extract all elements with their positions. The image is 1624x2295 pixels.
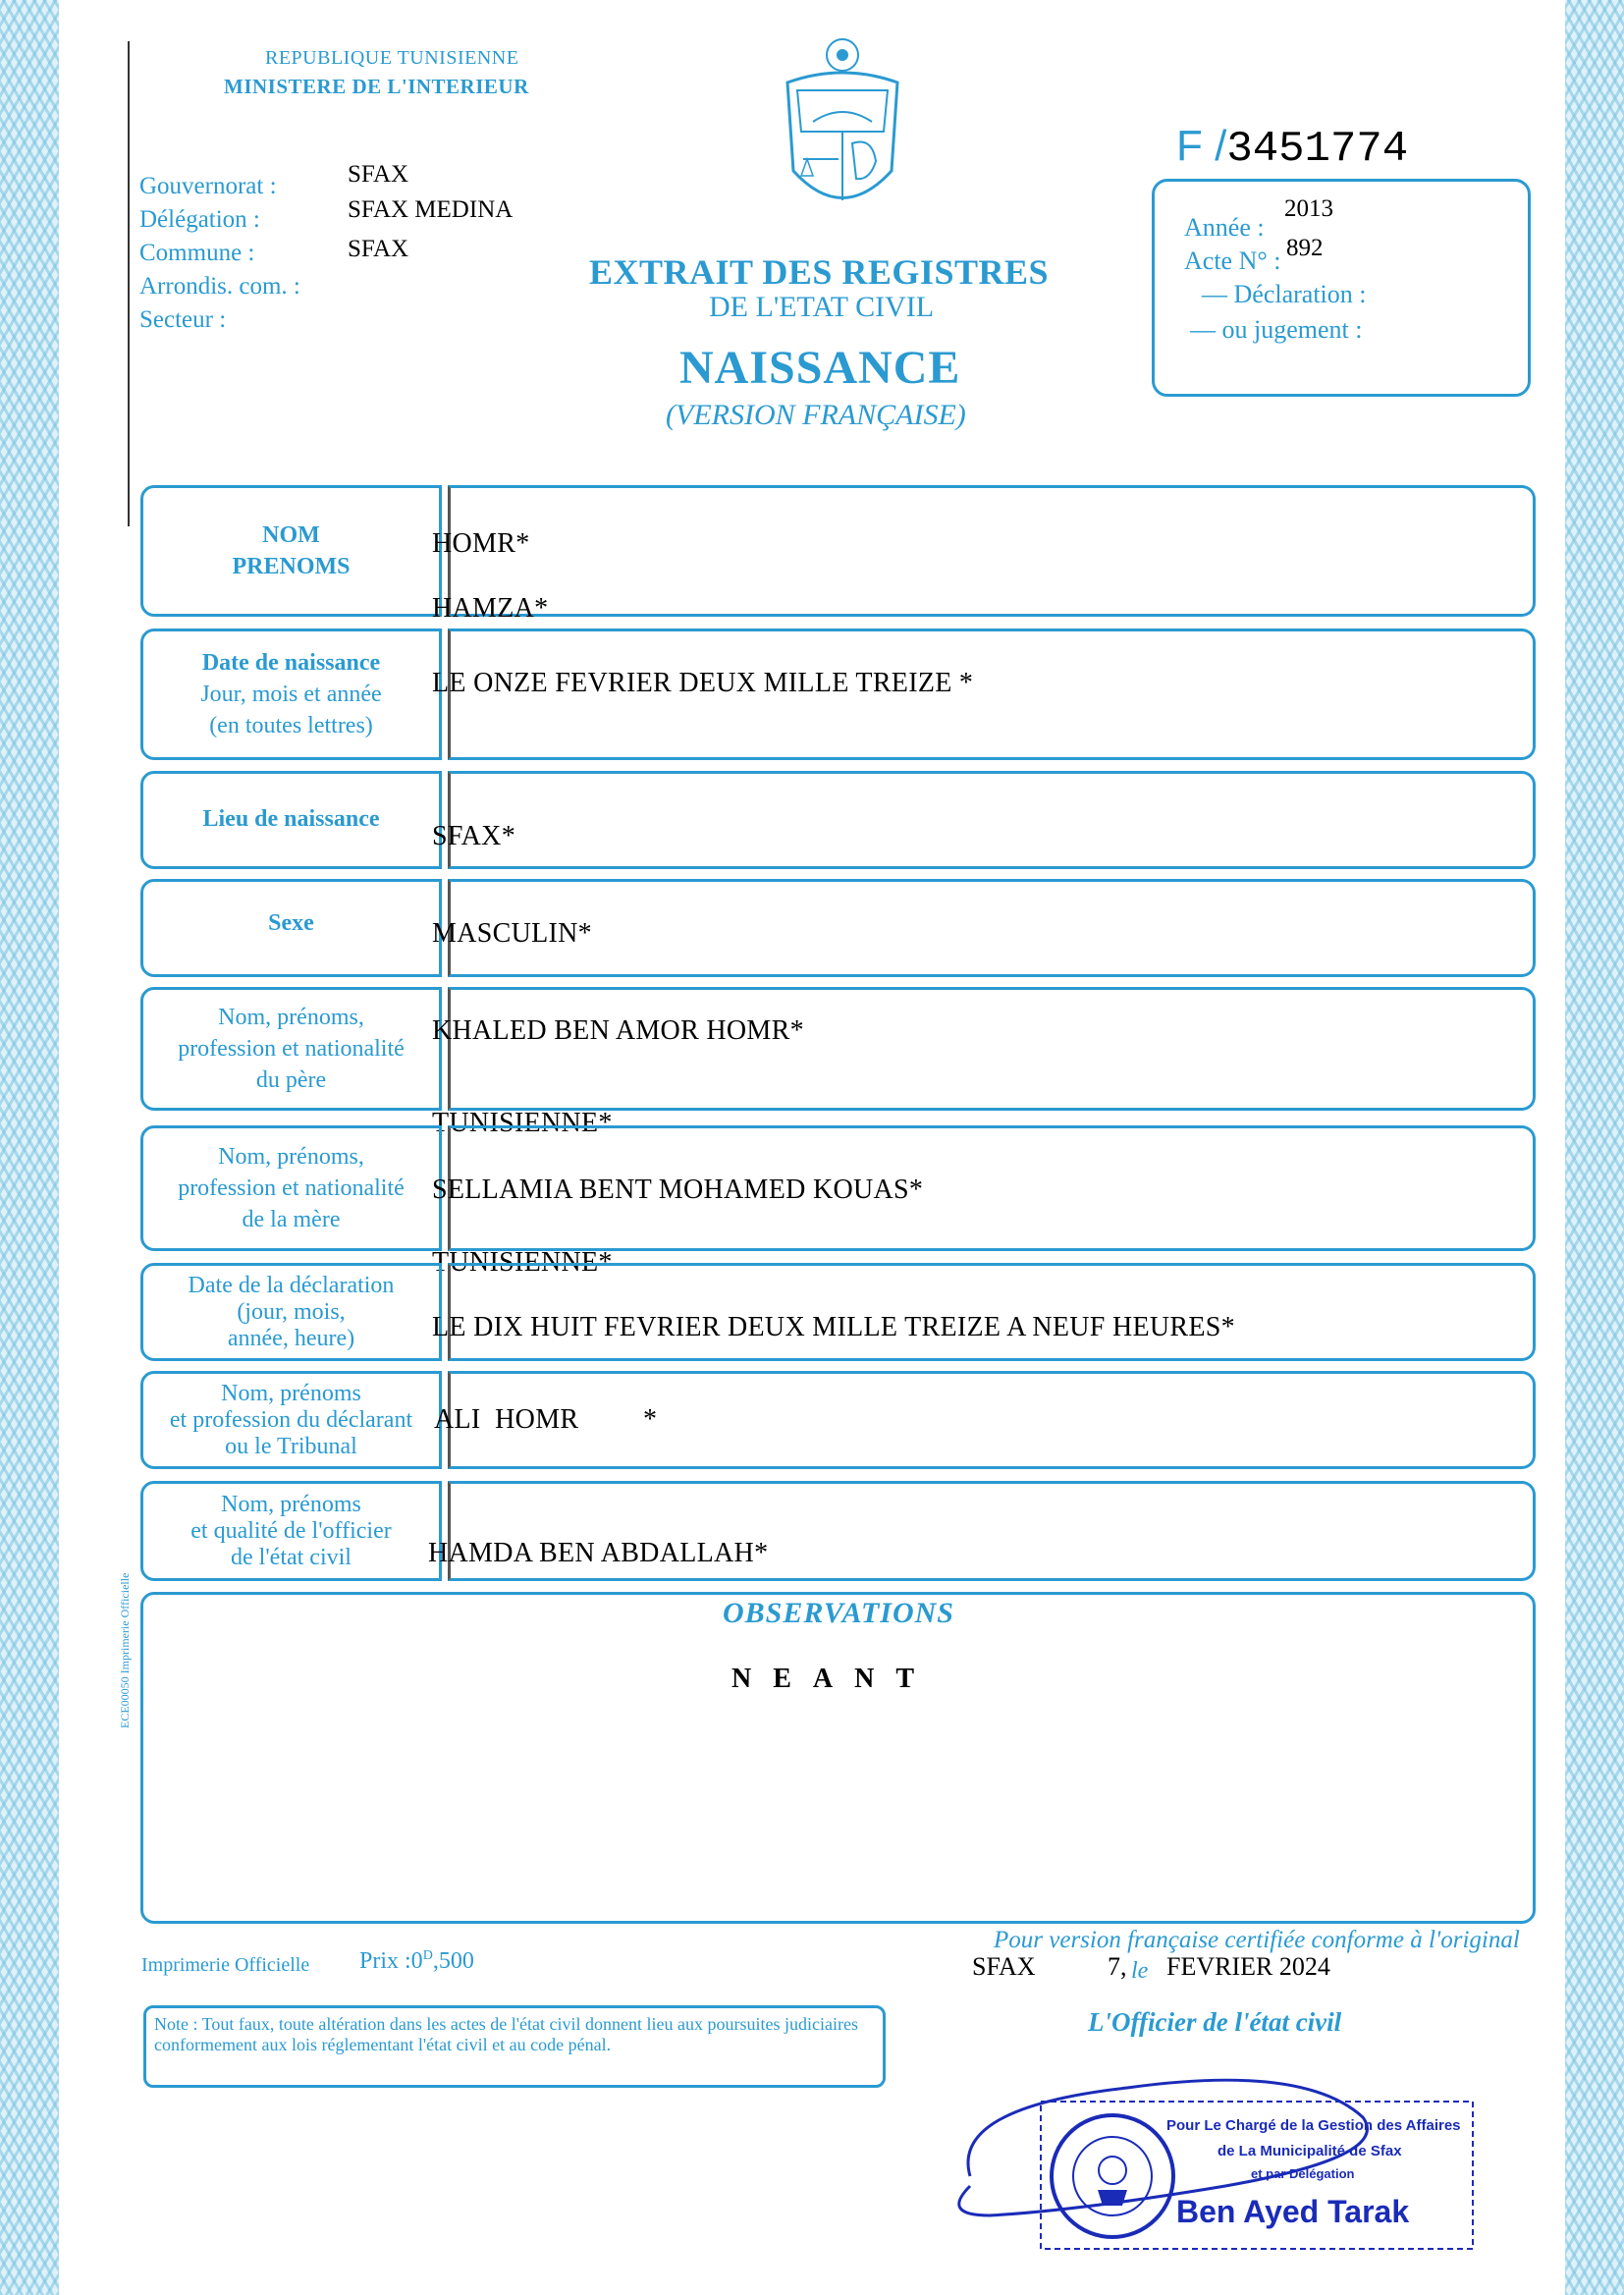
pere-label: [140, 987, 442, 1111]
stamp-line2: de La Municipalité de Sfax: [1218, 2143, 1402, 2159]
mere-label-line1: Nom, prénoms,: [218, 1144, 364, 1170]
mere-label-line2: profession et nationalité: [178, 1175, 405, 1201]
mere-label: [140, 1125, 442, 1251]
stamp-name: Ben Ayed Tarak: [1176, 2194, 1410, 2229]
certification-text: Pour version française certifiée conforme à l'original: [994, 1927, 1520, 1953]
document-subtitle: DE L'ETAT CIVIL: [709, 291, 935, 323]
mere-label-line3: de la mère: [242, 1207, 341, 1232]
pere-field: [448, 987, 1536, 1111]
pere-label-line3: du père: [255, 1067, 327, 1093]
declaration-label-line3: année, heure): [227, 1325, 355, 1351]
sexe-title: Sexe: [268, 910, 314, 936]
serial-digits: 3451774: [1226, 125, 1409, 174]
left-security-border: [0, 0, 59, 2295]
delegation-value: SFAX MEDINA: [348, 196, 514, 223]
sexe-label: [140, 879, 442, 977]
officier-value: HAMDA BEN ABDALLAH*: [428, 1538, 769, 1568]
stamp-line1: Pour Le Chargé de la Gestion des Affaires: [1166, 2117, 1461, 2134]
date-naissance-value: LE ONZE FEVRIER DEUX MILLE TREIZE *: [432, 668, 974, 698]
annee-label: Année :: [1184, 213, 1265, 242]
legal-note: Note : Tout faux, toute altération dans les actes de l'état civil donnent lieu aux poursuites judiciaires conformement aux lois réglementant l'état civil et au code pénal.: [143, 2005, 886, 2088]
officier-label-line3: de l'état civil: [231, 1544, 352, 1570]
act-info-box: [1152, 179, 1531, 397]
declaration-date-value: LE DIX HUIT FEVRIER DEUX MILLE TREIZE A NEUF HEURES*: [432, 1312, 1235, 1342]
declaration-date-label: [140, 1263, 442, 1361]
price-value: ,500: [432, 1948, 474, 1974]
document-type: NAISSANCE: [679, 342, 961, 394]
annee-value: 2013: [1284, 195, 1333, 222]
date-naissance-hint1: Jour, mois et année: [200, 682, 382, 707]
price: [359, 1948, 474, 1975]
officier-label-line2: et qualité de l'officier: [190, 1517, 392, 1544]
sexe-field: [448, 879, 1536, 977]
imprimerie-label: Imprimerie Officielle: [141, 1954, 310, 1976]
officier-label-line1: Nom, prénoms: [221, 1491, 361, 1517]
document-title: EXTRAIT DES REGISTRES: [589, 252, 1050, 292]
declarant-label-line1: Nom, prénoms: [221, 1380, 361, 1406]
nom-label: NOM: [262, 522, 320, 548]
acte-value: 892: [1286, 235, 1324, 261]
issue-month-year: FEVRIER 2024: [1166, 1952, 1330, 1981]
serial-number: [1176, 122, 1408, 174]
lieu-naissance-field: [448, 771, 1536, 869]
lieu-naissance-label: [140, 771, 442, 869]
stamp-line3: et par Délégation: [1251, 2166, 1355, 2181]
prenoms-label: PRENOMS: [232, 554, 351, 579]
document-version: (VERSION FRANÇAISE): [666, 399, 966, 431]
price-currency: D: [422, 1948, 433, 1963]
jugement-label: — ou jugement :: [1190, 315, 1363, 344]
header-vertical-rule: [128, 41, 130, 526]
issue-day: 7,: [1108, 1952, 1127, 1981]
price-label: Prix :0: [359, 1948, 423, 1974]
sexe-value: MASCULIN*: [432, 918, 592, 949]
date-naissance-label: [140, 628, 442, 760]
observations-box: [140, 1592, 1536, 1924]
right-security-border: [1565, 0, 1624, 2295]
gouvernorat-label: Gouvernorat :: [139, 173, 277, 199]
lieu-naissance-title: Lieu de naissance: [202, 806, 380, 832]
pere-nationality-value: TUNISIENNE*: [432, 1108, 613, 1138]
printer-code: ECE00050 Imprimerie Officielle: [118, 1572, 132, 1728]
republic-heading: REPUBLIQUE TUNISIENNE: [265, 47, 519, 69]
observations-value: NEANT: [731, 1664, 937, 1694]
acte-label: Acte N° :: [1184, 246, 1281, 275]
declaration-label-line2: (jour, mois,: [237, 1298, 346, 1325]
gouvernorat-value: SFAX: [348, 161, 409, 188]
mere-name-value: SELLAMIA BENT MOHAMED KOUAS*: [432, 1175, 924, 1205]
mere-nationality-value: TUNISIENNE*: [432, 1247, 613, 1278]
issue-le: le: [1131, 1958, 1149, 1984]
arrondissement-label: Arrondis. com. :: [139, 273, 300, 300]
declaration-label: — Déclaration :: [1202, 280, 1367, 308]
declarant-label: [140, 1371, 442, 1469]
pere-label-line2: profession et nationalité: [178, 1036, 405, 1062]
delegation-label: Délégation :: [139, 206, 260, 233]
declaration-label-line1: Date de la déclaration: [188, 1272, 395, 1298]
secteur-label: Secteur :: [139, 306, 227, 333]
officier-label: [140, 1481, 442, 1581]
serial-prefix: F /: [1176, 122, 1227, 170]
nom-value: HOMR*: [432, 528, 530, 559]
issue-place: SFAX: [972, 1952, 1036, 1981]
commune-label: Commune :: [139, 240, 255, 266]
nom-prenoms-label: [140, 485, 442, 617]
official-stamp: [931, 2068, 1481, 2255]
date-naissance-hint2: (en toutes lettres): [209, 713, 373, 738]
date-naissance-title: Date de naissance: [201, 650, 381, 676]
pere-name-value: KHALED BEN AMOR HOMR*: [432, 1015, 804, 1046]
nom-prenoms-field: [448, 485, 1536, 617]
commune-value: SFAX: [348, 236, 409, 262]
observations-title: OBSERVATIONS: [723, 1597, 954, 1629]
declarant-value: ALI HOMR *: [434, 1404, 658, 1435]
declarant-label-line3: ou le Tribunal: [225, 1433, 357, 1459]
ministry-heading: MINISTERE DE L'INTERIEUR: [224, 75, 529, 98]
declarant-label-line2: et profession du déclarant: [169, 1406, 413, 1433]
prenoms-value: HAMZA*: [432, 593, 549, 624]
officer-title: L'Officier de l'état civil: [1088, 2007, 1342, 2037]
coat-of-arms-icon: [774, 33, 911, 230]
pere-label-line1: Nom, prénoms,: [218, 1005, 364, 1030]
lieu-naissance-value: SFAX*: [432, 821, 516, 851]
